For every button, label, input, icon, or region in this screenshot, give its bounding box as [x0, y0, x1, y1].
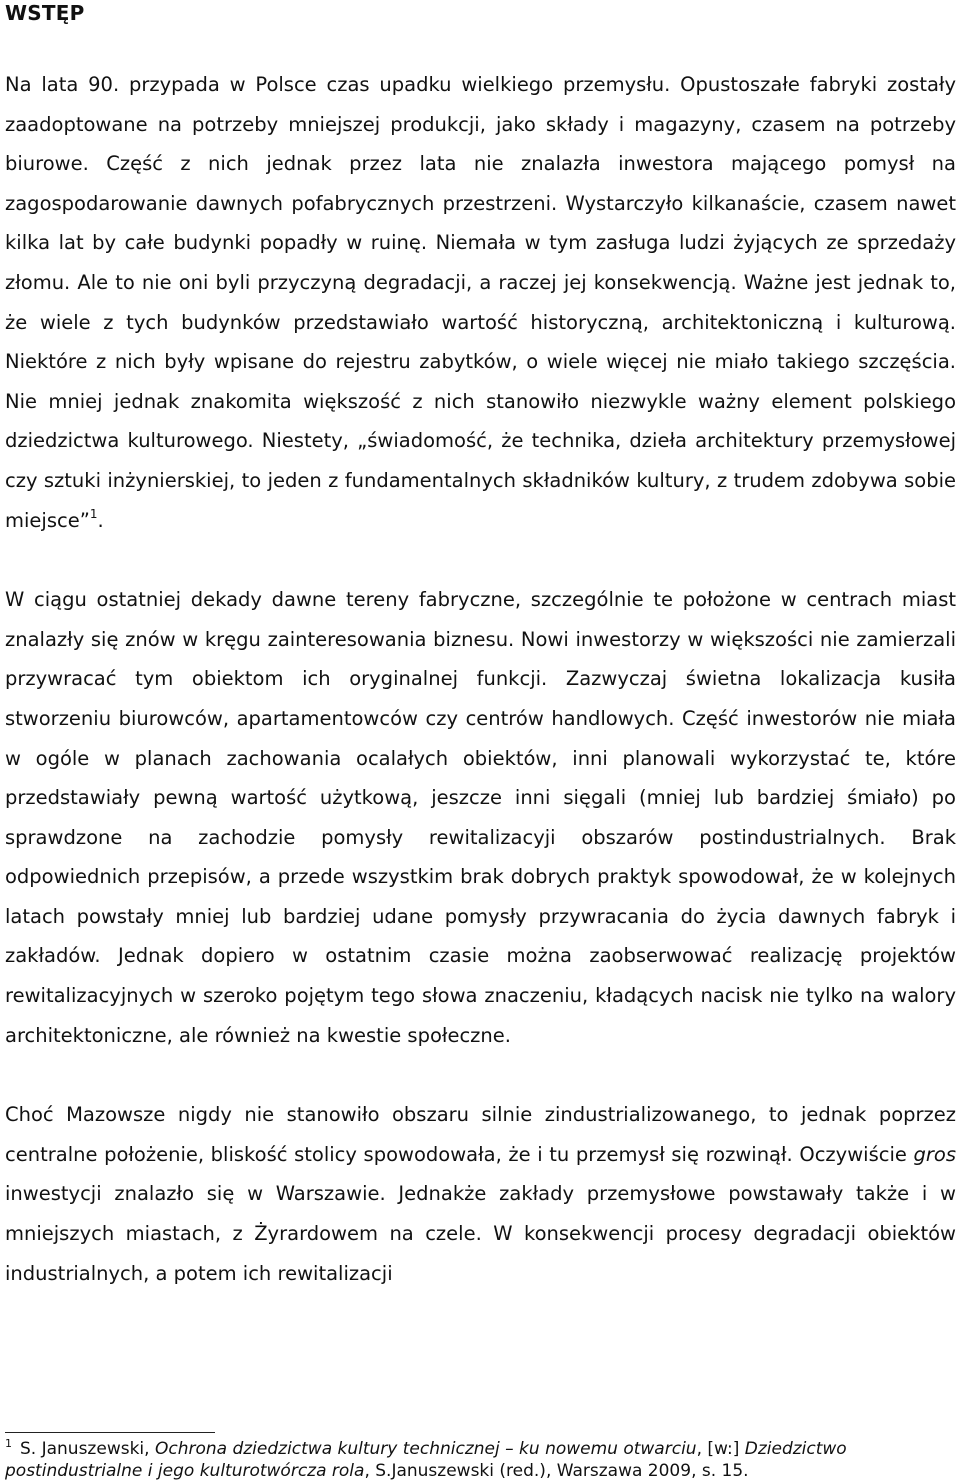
paragraph-1-text: Na lata 90. przypada w Polsce czas upadku wielkiego przemysłu. Opustoszałe fabryki zostały zaadoptowane na potrzeby mniejszej produkcji, jako składy i magazyny, czasem na potrzeby biurowe. Część z nich jednak przez lata nie znalazła inwestora mającego pomysł na zagospodarowanie dawnych pofabrycznych przestrzeni. Wystarczyło kilkanaście, czasem nawet kilka lat by całe budynki popadły w ruinę. Niemała w tym zasługa ludzi żyjących ze sprzedaży złomu. Ale to nie oni byli przyczyną degradacji, a raczej jej konsekwencją. Ważne jest jednak to, że wiele z tych budynków przedstawiało wartość historyczną, architektoniczną i kulturową. Niektóre z nich były wpisane do rejestru zabytków, o wiele więcej nie miało takiego szczęścia. Nie mniej jednak znakomita większość z nich stanowiło niezwykle ważny element polskiego dziedzictwa kulturowego. Niestety, „świadomość, że technika, dzieła architektury przemysłowej czy sztuki inżynierskiej, to jeden z fundamentalnych składników kultury, z trudem zdobywa sobie miejsce”	[5, 73, 956, 532]
document-page	[5, 0, 956, 1293]
paragraph-3-text-end: inwestycji znalazło się w Warszawie. Jednakże zakłady przemysłowe powstawały także i w mniejszych miastach, z Żyrardowem na czele. W konsekwencji procesy degradacji obiektów industrialnych, a potem ich rewitalizacji	[5, 1182, 956, 1285]
paragraph-3	[5, 1095, 956, 1293]
footnote-book-title: Dziedzictwo postindustrialne i jego kulturotwórcza rola	[5, 1439, 847, 1481]
italic-term: gros	[913, 1142, 956, 1166]
paragraph-1-end: .	[97, 508, 104, 532]
footnote-rest: , S.Januszewski (red.), Warszawa 2009, s. 15.	[364, 1461, 749, 1481]
footnote	[5, 1438, 956, 1482]
footnote-number: 1	[5, 1437, 12, 1450]
footnote-in-label: , [w:]	[696, 1439, 745, 1459]
paragraph-3-text-start: Choć Mazowsze nigdy nie stanowiło obszaru silnie zindustrializowanego, to jednak poprzez centralne położenie, bliskość stolicy spowodowała, że i tu przemysł się rozwinął. Oczywiście	[5, 1103, 956, 1166]
footnote-author: S. Januszewski,	[20, 1439, 155, 1459]
footnote-divider	[5, 1432, 215, 1433]
footnote-title: Ochrona dziedzictwa kultury technicznej – ku nowemu otwarciu	[154, 1439, 697, 1459]
paragraph-2: W ciągu ostatniej dekady dawne tereny fabryczne, szczególnie te położone w centrach miast znalazły się znów w kręgu zainteresowania biznesu. Nowi inwestorzy w większości nie zamierzali przywracać tym obiektom ich oryginalnej funkcji. Zazwyczaj świetna lokalizacja kusiła stworzeniu biurowców, apartamentowców czy centrów handlowych. Część inwestorów nie miała w ogóle w planach zachowania ocalałych obiektów, inni planowali wykorzystać te, które przedstawiały pewną wartość użytkową, jeszcze inni sięgali (mniej lub bardziej śmiało) po sprawdzone na zachodzie pomysły rewitalizacyji obszarów postindustrialnych. Brak odpowiednich przepisów, a przede wszystkim brak dobrych praktyk spowodował, że w kolejnych latach powstały mniej lub bardziej udane pomysły przywracania do życia dawnych fabryk i zakładów. Jednak dopiero w ostatnim czasie można zaobserwować realizację projektów rewitalizacyjnych w szeroko pojętym tego słowa znaczeniu, kładących nacisk nie tylko na walory architektoniczne, ale również na kwestie społeczne.	[5, 588, 956, 1047]
section-heading: WSTĘP	[5, 1, 85, 25]
paragraph-1	[5, 65, 956, 540]
footnote-reference[interactable]: 1	[89, 506, 98, 521]
